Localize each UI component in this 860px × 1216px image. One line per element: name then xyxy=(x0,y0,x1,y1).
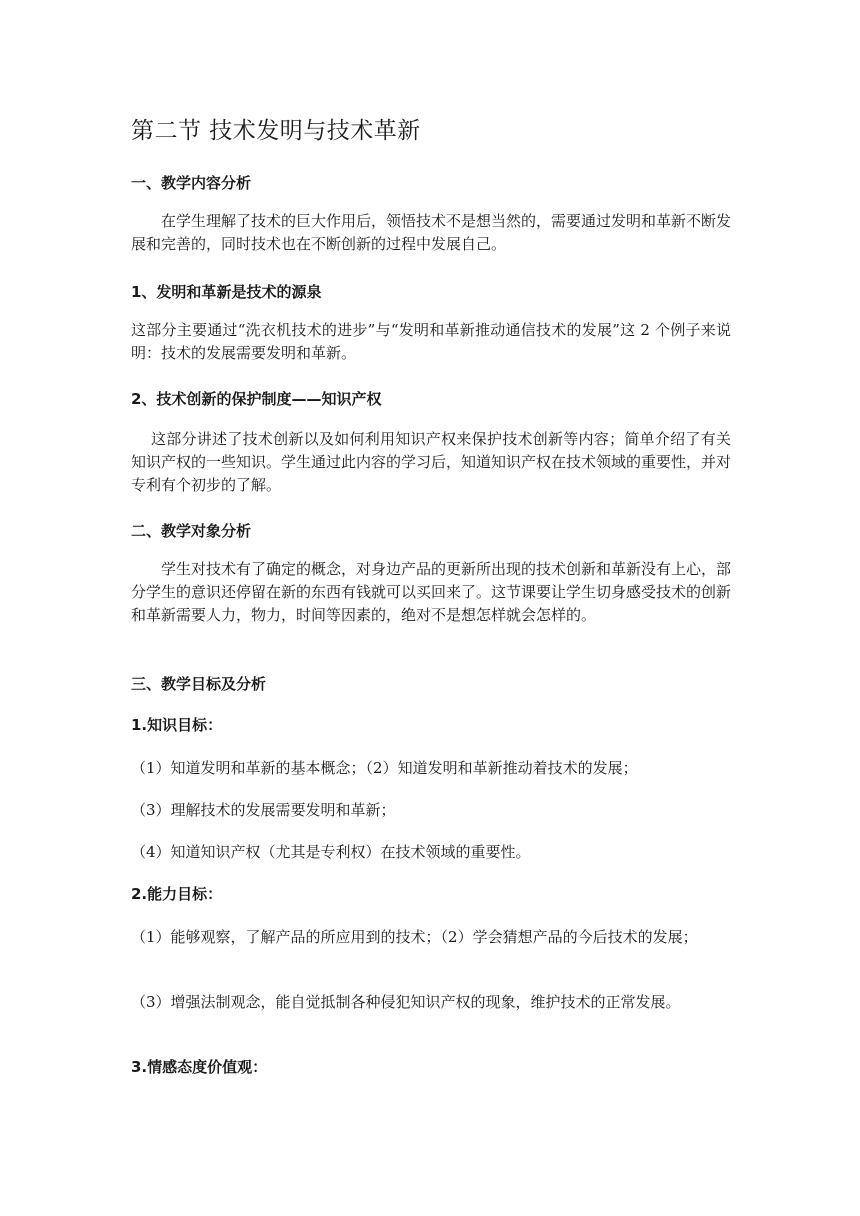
objective-item: （4）知道知识产权（尤其是专利权）在技术领域的重要性。 xyxy=(131,843,531,861)
section-heading-objectives: 三、教学目标及分析 xyxy=(131,675,267,693)
section-intro-paragraph: 在学生理解了技术的巨大作用后，领悟技术不是想当然的，需要通过发明和革新不断发展和完善的，同时技术也在不断创新的过程中发展自己。 xyxy=(131,212,732,253)
objective-item: （1）能够观察，了解产品的所应用到的技术；（2）学会猜想产品的今后技术的发展； xyxy=(131,928,698,946)
objective-heading-ability: 2.能力目标： xyxy=(131,885,223,903)
subsection-paragraph-ip: 这部分讲述了技术创新以及如何利用知识产权来保护技术创新等内容；简单介绍了有关知识产权的一些知识。学生通过此内容的学习后，知道知识产权在技术领域的重要性，并对专利有个初步的了解。 xyxy=(131,430,732,494)
objective-item: （1）知道发明和革新的基本概念；（2）知道发明和革新推动着技术的发展； xyxy=(131,759,638,777)
section-paragraph-audience: 学生对技术有了确定的概念，对身边产品的更新所出现的技术创新和革新没有上心，部分学生的意识还停留在新的东西有钱就可以买回来了。这节课要让学生切身感受技术的创新和革新需要人力，物力，时间等因素的，绝对不是想怎样就会怎样的。 xyxy=(131,560,732,624)
objective-heading-attitude: 3.情感态度价值观： xyxy=(131,1058,268,1076)
objective-item: （3）增强法制观念，能自觉抵制各种侵犯知识产权的现象，维护技术的正常发展。 xyxy=(131,993,681,1011)
page-title: 第二节 技术发明与技术革新 xyxy=(131,118,421,144)
objective-heading-knowledge: 1.知识目标： xyxy=(131,716,223,734)
subsection-heading-ip: 2、技术创新的保护制度——知识产权 xyxy=(131,390,382,408)
subsection-heading-invention: 1、发明和革新是技术的源泉 xyxy=(131,283,322,301)
section-heading-content-analysis: 一、教学内容分析 xyxy=(131,174,252,192)
objective-item: （3）理解技术的发展需要发明和革新； xyxy=(131,801,396,819)
section-heading-audience-analysis: 二、教学对象分析 xyxy=(131,522,252,540)
subsection-paragraph-invention: 这部分主要通过“洗衣机技术的进步”与“发明和革新推动通信技术的发展”这 2 个例子来说明：技术的发展需要发明和革新。 xyxy=(131,321,731,362)
